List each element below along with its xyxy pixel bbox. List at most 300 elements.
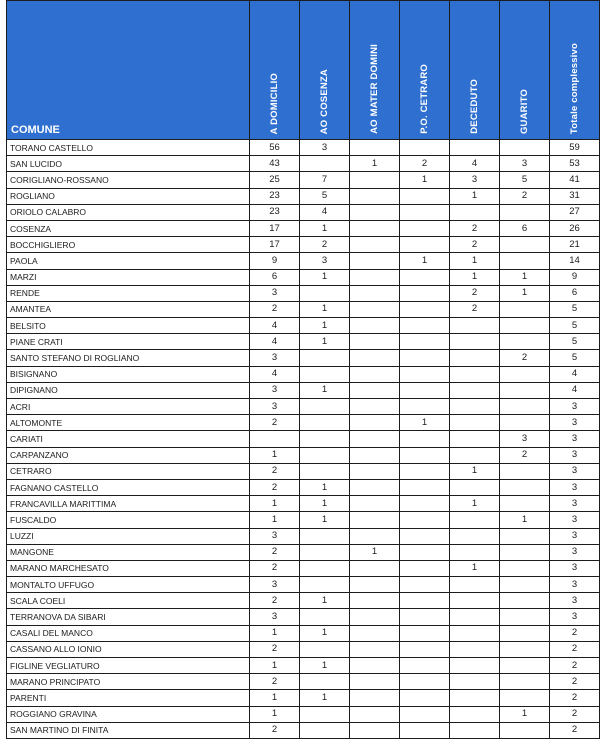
- value-cell: 2: [250, 301, 300, 317]
- value-cell: 3: [550, 447, 600, 463]
- value-cell: [350, 658, 400, 674]
- value-cell: 5: [550, 350, 600, 366]
- value-cell: 2: [550, 722, 600, 738]
- value-cell: 26: [550, 220, 600, 236]
- comune-cell: BELSITO: [7, 318, 250, 334]
- column-header-ao-mater-domini: AO MATER DOMINI: [350, 1, 400, 140]
- value-cell: [500, 593, 550, 609]
- value-cell: 3: [550, 479, 600, 495]
- value-cell: [450, 382, 500, 398]
- comune-cell: MARZI: [7, 269, 250, 285]
- value-cell: [400, 496, 450, 512]
- value-cell: [400, 479, 450, 495]
- comune-cell: AMANTEA: [7, 301, 250, 317]
- value-cell: 1: [300, 269, 350, 285]
- value-cell: [400, 609, 450, 625]
- value-cell: [350, 641, 400, 657]
- value-cell: [300, 560, 350, 576]
- value-cell: [350, 220, 400, 236]
- value-cell: [450, 431, 500, 447]
- comune-cell: BISIGNANO: [7, 366, 250, 382]
- value-cell: [400, 140, 450, 156]
- value-cell: [450, 350, 500, 366]
- value-cell: 2: [500, 188, 550, 204]
- table-row: [7, 318, 600, 334]
- value-cell: [350, 431, 400, 447]
- value-cell: [450, 204, 500, 220]
- value-cell: [400, 641, 450, 657]
- value-cell: 2: [550, 690, 600, 706]
- value-cell: 2: [450, 285, 500, 301]
- value-cell: [350, 140, 400, 156]
- comune-cell: SCALA COELI: [7, 593, 250, 609]
- value-cell: [500, 544, 550, 560]
- value-cell: 4: [550, 382, 600, 398]
- comune-cell: ROGLIANO: [7, 188, 250, 204]
- value-cell: 1: [400, 415, 450, 431]
- value-cell: [450, 674, 500, 690]
- value-cell: 1: [300, 690, 350, 706]
- value-cell: 3: [550, 399, 600, 415]
- value-cell: 3: [300, 140, 350, 156]
- table-row: [7, 431, 600, 447]
- value-cell: 1: [250, 447, 300, 463]
- value-cell: [350, 334, 400, 350]
- value-cell: 5: [500, 172, 550, 188]
- value-cell: 41: [550, 172, 600, 188]
- value-cell: [350, 512, 400, 528]
- value-cell: 3: [550, 560, 600, 576]
- table-row: [7, 463, 600, 479]
- value-cell: [350, 577, 400, 593]
- value-cell: 2: [550, 641, 600, 657]
- value-cell: 2: [250, 641, 300, 657]
- value-cell: [300, 415, 350, 431]
- value-cell: 3: [550, 431, 600, 447]
- comune-cell: MANGONE: [7, 544, 250, 560]
- value-cell: [400, 269, 450, 285]
- value-cell: [500, 237, 550, 253]
- table-row: [7, 658, 600, 674]
- table-row: [7, 269, 600, 285]
- value-cell: 7: [300, 172, 350, 188]
- value-cell: 3: [250, 285, 300, 301]
- value-cell: [350, 706, 400, 722]
- value-cell: 5: [550, 301, 600, 317]
- table-row: [7, 641, 600, 657]
- value-cell: [300, 431, 350, 447]
- table-row: [7, 399, 600, 415]
- value-cell: [500, 366, 550, 382]
- value-cell: [500, 496, 550, 512]
- value-cell: 1: [300, 334, 350, 350]
- comune-cell: FUSCALDO: [7, 512, 250, 528]
- value-cell: 1: [300, 382, 350, 398]
- value-cell: 1: [500, 269, 550, 285]
- value-cell: 4: [300, 204, 350, 220]
- value-cell: [450, 722, 500, 738]
- value-cell: 1: [450, 188, 500, 204]
- value-cell: [350, 722, 400, 738]
- value-cell: [450, 512, 500, 528]
- table-row: [7, 253, 600, 269]
- comune-cell: TORANO CASTELLO: [7, 140, 250, 156]
- value-cell: 3: [250, 528, 300, 544]
- comune-cell: TERRANOVA DA SIBARI: [7, 609, 250, 625]
- value-cell: 6: [250, 269, 300, 285]
- value-cell: [250, 431, 300, 447]
- value-cell: 5: [550, 334, 600, 350]
- value-cell: 2: [250, 463, 300, 479]
- value-cell: 2: [500, 350, 550, 366]
- table-row: [7, 301, 600, 317]
- value-cell: [300, 350, 350, 366]
- value-cell: 3: [500, 431, 550, 447]
- value-cell: [450, 593, 500, 609]
- value-cell: 59: [550, 140, 600, 156]
- value-cell: 1: [300, 479, 350, 495]
- value-cell: [450, 609, 500, 625]
- cases-table: [6, 0, 600, 739]
- covid-table-sheet: [6, 0, 596, 739]
- value-cell: [300, 366, 350, 382]
- value-cell: [500, 334, 550, 350]
- value-cell: 1: [250, 658, 300, 674]
- value-cell: [350, 463, 400, 479]
- value-cell: [400, 318, 450, 334]
- value-cell: 4: [450, 156, 500, 172]
- value-cell: [300, 463, 350, 479]
- value-cell: 1: [500, 285, 550, 301]
- value-cell: [450, 690, 500, 706]
- value-cell: [350, 350, 400, 366]
- value-cell: 6: [550, 285, 600, 301]
- table-row: [7, 528, 600, 544]
- value-cell: [450, 479, 500, 495]
- comune-cell: SAN LUCIDO: [7, 156, 250, 172]
- comune-cell: ORIOLO CALABRO: [7, 204, 250, 220]
- value-cell: 2: [250, 544, 300, 560]
- value-cell: 4: [550, 366, 600, 382]
- value-cell: 1: [500, 512, 550, 528]
- value-cell: [350, 253, 400, 269]
- value-cell: 3: [550, 528, 600, 544]
- value-cell: [350, 188, 400, 204]
- column-header-totale: Totale complessivo: [550, 1, 600, 140]
- value-cell: 3: [250, 382, 300, 398]
- comune-cell: CASSANO ALLO IONIO: [7, 641, 250, 657]
- value-cell: [350, 318, 400, 334]
- value-cell: 27: [550, 204, 600, 220]
- value-cell: [350, 690, 400, 706]
- value-cell: [300, 544, 350, 560]
- table-row: [7, 496, 600, 512]
- value-cell: 14: [550, 253, 600, 269]
- value-cell: [400, 690, 450, 706]
- value-cell: [300, 399, 350, 415]
- value-cell: [350, 301, 400, 317]
- comune-cell: CASALI DEL MANCO: [7, 625, 250, 641]
- value-cell: [400, 528, 450, 544]
- value-cell: [450, 625, 500, 641]
- value-cell: [400, 204, 450, 220]
- value-cell: [500, 253, 550, 269]
- table-row: [7, 706, 600, 722]
- comune-cell: COSENZA: [7, 220, 250, 236]
- column-header-comune: COMUNE: [7, 1, 250, 140]
- value-cell: [400, 625, 450, 641]
- table-row: [7, 204, 600, 220]
- value-cell: [350, 674, 400, 690]
- value-cell: [400, 334, 450, 350]
- table-row: [7, 285, 600, 301]
- value-cell: 3: [450, 172, 500, 188]
- comune-cell: PAOLA: [7, 253, 250, 269]
- value-cell: 43: [250, 156, 300, 172]
- value-cell: 3: [550, 463, 600, 479]
- value-cell: 2: [250, 593, 300, 609]
- table-row: [7, 366, 600, 382]
- value-cell: 3: [550, 609, 600, 625]
- value-cell: [500, 528, 550, 544]
- table-row: [7, 415, 600, 431]
- comune-cell: MARANO PRINCIPATO: [7, 674, 250, 690]
- table-row: [7, 690, 600, 706]
- value-cell: 1: [300, 625, 350, 641]
- value-cell: 23: [250, 204, 300, 220]
- value-cell: 56: [250, 140, 300, 156]
- table-row: [7, 722, 600, 738]
- comune-cell: FAGNANO CASTELLO: [7, 479, 250, 495]
- comune-cell: SAN MARTINO DI FINITA: [7, 722, 250, 738]
- value-cell: [350, 237, 400, 253]
- value-cell: [500, 318, 550, 334]
- comune-cell: CARPANZANO: [7, 447, 250, 463]
- value-cell: [400, 188, 450, 204]
- comune-cell: DIPIGNANO: [7, 382, 250, 398]
- column-header-guarito: GUARITO: [500, 1, 550, 140]
- value-cell: 3: [550, 415, 600, 431]
- column-header-deceduto: DECEDUTO: [450, 1, 500, 140]
- value-cell: [500, 415, 550, 431]
- value-cell: 3: [250, 399, 300, 415]
- comune-cell: ALTOMONTE: [7, 415, 250, 431]
- value-cell: 3: [250, 609, 300, 625]
- table-row: [7, 625, 600, 641]
- value-cell: 3: [500, 156, 550, 172]
- value-cell: [400, 512, 450, 528]
- value-cell: 1: [300, 496, 350, 512]
- value-cell: 1: [500, 706, 550, 722]
- table-row: [7, 382, 600, 398]
- table-row: [7, 544, 600, 560]
- value-cell: 1: [300, 593, 350, 609]
- table-row: [7, 156, 600, 172]
- value-cell: [450, 399, 500, 415]
- value-cell: [500, 479, 550, 495]
- value-cell: 9: [550, 269, 600, 285]
- value-cell: 2: [250, 722, 300, 738]
- column-header-po-cetraro: P.O. CETRARO: [400, 1, 450, 140]
- value-cell: [300, 447, 350, 463]
- comune-cell: CORIGLIANO-ROSSANO: [7, 172, 250, 188]
- value-cell: [500, 140, 550, 156]
- value-cell: 1: [250, 496, 300, 512]
- value-cell: 3: [550, 544, 600, 560]
- value-cell: 5: [550, 318, 600, 334]
- value-cell: [500, 690, 550, 706]
- value-cell: 1: [400, 172, 450, 188]
- table-row: [7, 140, 600, 156]
- value-cell: [500, 382, 550, 398]
- table-row: [7, 609, 600, 625]
- value-cell: [500, 625, 550, 641]
- table-row: [7, 479, 600, 495]
- value-cell: [450, 415, 500, 431]
- value-cell: [400, 658, 450, 674]
- value-cell: 1: [300, 301, 350, 317]
- table-row: [7, 334, 600, 350]
- value-cell: [350, 366, 400, 382]
- value-cell: 1: [250, 512, 300, 528]
- value-cell: [400, 399, 450, 415]
- value-cell: 1: [350, 156, 400, 172]
- value-cell: [500, 722, 550, 738]
- value-cell: [500, 577, 550, 593]
- value-cell: [400, 366, 450, 382]
- comune-cell: CARIATI: [7, 431, 250, 447]
- value-cell: [400, 350, 450, 366]
- value-cell: [450, 334, 500, 350]
- value-cell: [500, 399, 550, 415]
- comune-cell: CETRARO: [7, 463, 250, 479]
- value-cell: 3: [550, 577, 600, 593]
- value-cell: [450, 528, 500, 544]
- value-cell: [350, 479, 400, 495]
- value-cell: 2: [550, 674, 600, 690]
- column-header-ao-cosenza: AO COSENZA: [300, 1, 350, 140]
- value-cell: [450, 140, 500, 156]
- value-cell: [400, 220, 450, 236]
- value-cell: [300, 641, 350, 657]
- value-cell: 1: [450, 560, 500, 576]
- value-cell: 1: [300, 658, 350, 674]
- value-cell: 2: [450, 220, 500, 236]
- header-row: [7, 1, 600, 140]
- value-cell: 1: [250, 690, 300, 706]
- value-cell: [350, 609, 400, 625]
- value-cell: [350, 593, 400, 609]
- value-cell: 3: [550, 593, 600, 609]
- value-cell: 2: [450, 237, 500, 253]
- comune-cell: PIANE CRATI: [7, 334, 250, 350]
- value-cell: [450, 641, 500, 657]
- value-cell: [400, 382, 450, 398]
- value-cell: [450, 544, 500, 560]
- value-cell: 53: [550, 156, 600, 172]
- value-cell: [400, 285, 450, 301]
- value-cell: 2: [500, 447, 550, 463]
- value-cell: [400, 463, 450, 479]
- value-cell: [400, 237, 450, 253]
- table-row: [7, 188, 600, 204]
- value-cell: 4: [250, 334, 300, 350]
- comune-cell: MONTALTO UFFUGO: [7, 577, 250, 593]
- value-cell: [350, 560, 400, 576]
- value-cell: 2: [450, 301, 500, 317]
- value-cell: 2: [250, 479, 300, 495]
- value-cell: 2: [400, 156, 450, 172]
- value-cell: 1: [450, 269, 500, 285]
- value-cell: [350, 172, 400, 188]
- value-cell: [500, 641, 550, 657]
- value-cell: 2: [550, 625, 600, 641]
- table-row: [7, 447, 600, 463]
- value-cell: [350, 528, 400, 544]
- value-cell: 1: [300, 512, 350, 528]
- value-cell: [450, 577, 500, 593]
- value-cell: 1: [450, 496, 500, 512]
- comune-cell: FIGLINE VEGLIATURO: [7, 658, 250, 674]
- value-cell: [400, 722, 450, 738]
- value-cell: [350, 269, 400, 285]
- value-cell: [300, 706, 350, 722]
- value-cell: 1: [450, 253, 500, 269]
- table-row: [7, 674, 600, 690]
- table-row: [7, 350, 600, 366]
- value-cell: [300, 528, 350, 544]
- value-cell: 5: [300, 188, 350, 204]
- value-cell: [400, 706, 450, 722]
- column-header-a-domicilio: A DOMICILIO: [250, 1, 300, 140]
- value-cell: [400, 593, 450, 609]
- value-cell: 4: [250, 318, 300, 334]
- value-cell: 31: [550, 188, 600, 204]
- value-cell: 4: [250, 366, 300, 382]
- value-cell: 2: [250, 674, 300, 690]
- value-cell: [350, 625, 400, 641]
- value-cell: 2: [250, 415, 300, 431]
- value-cell: 2: [550, 706, 600, 722]
- value-cell: [450, 706, 500, 722]
- value-cell: [400, 560, 450, 576]
- value-cell: 3: [250, 577, 300, 593]
- value-cell: [400, 447, 450, 463]
- value-cell: 17: [250, 220, 300, 236]
- comune-cell: FRANCAVILLA MARITTIMA: [7, 496, 250, 512]
- value-cell: [400, 577, 450, 593]
- value-cell: 1: [350, 544, 400, 560]
- value-cell: 1: [450, 463, 500, 479]
- value-cell: 1: [250, 625, 300, 641]
- table-row: [7, 237, 600, 253]
- value-cell: [450, 658, 500, 674]
- value-cell: 1: [300, 220, 350, 236]
- value-cell: 1: [250, 706, 300, 722]
- value-cell: 21: [550, 237, 600, 253]
- value-cell: [350, 204, 400, 220]
- value-cell: [500, 609, 550, 625]
- value-cell: [400, 431, 450, 447]
- value-cell: 3: [550, 512, 600, 528]
- comune-cell: LUZZI: [7, 528, 250, 544]
- value-cell: [300, 609, 350, 625]
- value-cell: 9: [250, 253, 300, 269]
- value-cell: [400, 544, 450, 560]
- value-cell: [350, 382, 400, 398]
- value-cell: [400, 674, 450, 690]
- value-cell: [500, 463, 550, 479]
